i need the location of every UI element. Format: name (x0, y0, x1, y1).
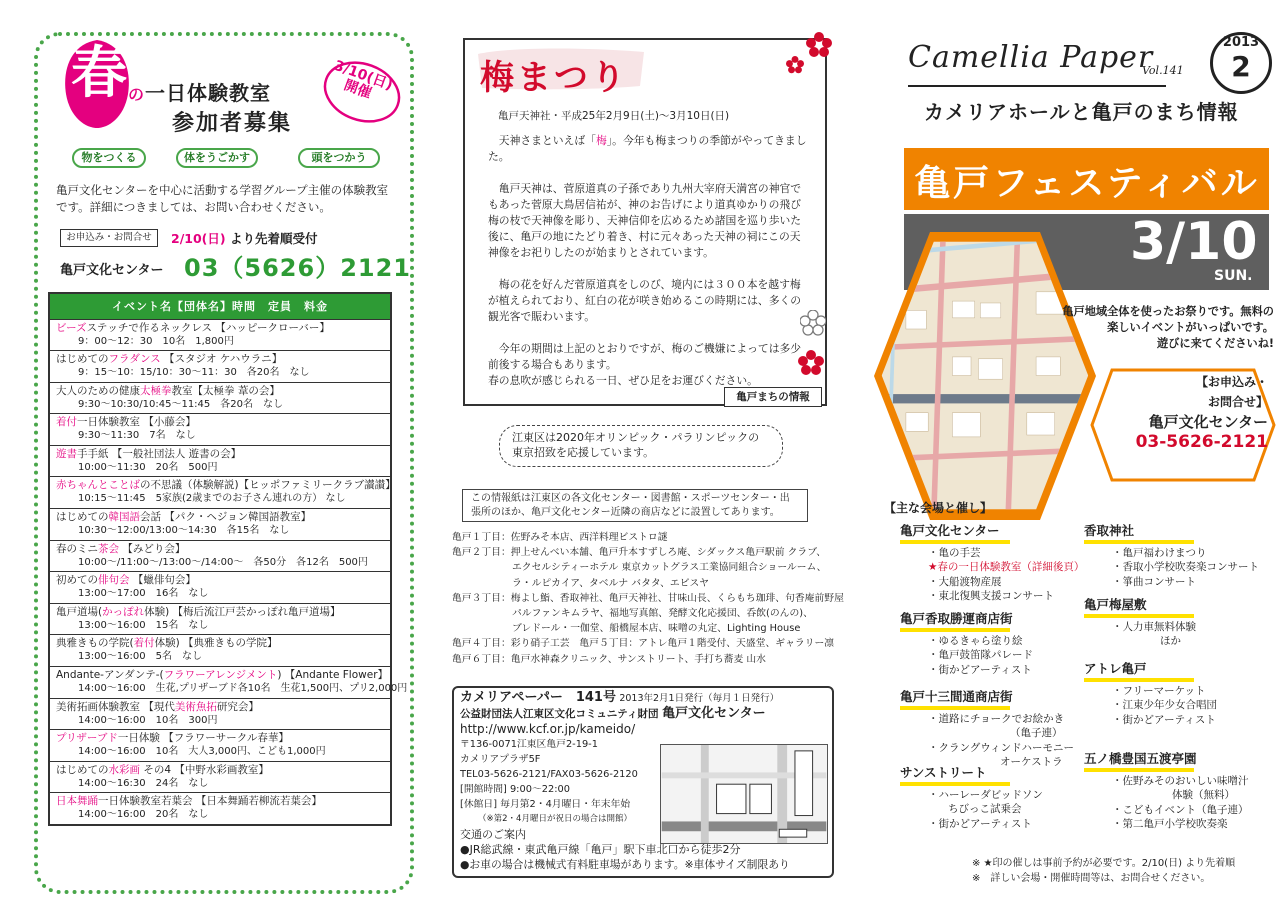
table-row (49, 572, 391, 604)
event-cell (49, 445, 391, 477)
masthead-title: Camellia Paper (908, 40, 1154, 75)
venue-umeyashiki: 亀戸梅屋敷 ・人力車無料体験 ほか (1084, 597, 1196, 648)
event-name: 典雅きもの学院(着付体験) 【典雅きもの学院】 (56, 637, 278, 650)
event-detail: 9:30～11:30 7名 なし (78, 430, 196, 442)
venue-jusankenmichi: 亀戸十三間通商店街 ・道路にチョークでお絵かき （亀子連） ・クラングウィンドハーモニー オーケストラ (900, 689, 1074, 768)
event-detail: 14:00～16:00 10名 300円 (78, 714, 218, 726)
venue-atre: アトレ亀戸 ・フリーマーケット ・江東少年少女合唱団 ・街かどアーティスト (1084, 661, 1217, 726)
festival-day: SUN. (1214, 268, 1253, 284)
event-cell (49, 667, 408, 699)
list-item: 亀戸２丁目：押上せんべい本舗、亀戸升本すずしろ庵、シダックス亀戸駅前 クラブ、 (452, 547, 827, 559)
event-cell (49, 698, 391, 730)
event-detail: 13:00～17:00 16名 なし (78, 588, 209, 600)
list-item: パルファンキムラヤ、福地写真館、発酵文化応援団、呑飲(のんの)、 (512, 608, 813, 620)
venues-title: 【主な会場と催し】 (884, 501, 993, 515)
table-header: イベント名【団体名】時間 定員 料金 (49, 293, 391, 319)
event-detail: 9:30～10:30/10:45～11:45 各20名 なし (78, 398, 284, 410)
event-detail: 14:00～16:00 10名 大人3,000円、こども1,000円 (78, 746, 326, 758)
pill-move: 体をうごかす (176, 148, 258, 168)
festival-map (870, 226, 1100, 526)
event-detail: 10:15～11:45 5家族(2歳までのお子さん連れの方） なし (78, 493, 346, 505)
ume-title: 梅まつり (480, 58, 628, 98)
access-train: ●JR総武線・東武亀戸線「亀戸」駅下車北口から徒歩2分 (460, 843, 741, 856)
event-cell (49, 382, 391, 414)
event-name: 遊書手手紙 【一般社団法人 遊書の会】 (56, 447, 242, 460)
distribution-note: この情報紙は江東区の各文化センター・図書館・スポーツセンター・出張所のほか、亀戸文化センター近隣の商店などに設置してあります。 (462, 489, 808, 522)
event-detail: 9：15～10：15/10：30～11：30 各20名 なし (78, 367, 310, 379)
table-row (49, 414, 391, 446)
festival-date: 3/10 (1130, 212, 1258, 272)
haru-character: 春 (71, 41, 127, 106)
pill-think: 頭をつかう (298, 148, 380, 168)
opening-hours: [開館時間] 9:00～22:00 (460, 784, 570, 795)
paper-date: 2013年2月1日発行（毎月１日発行） (619, 693, 780, 704)
event-detail: 10:00～11:30 20名 500円 (78, 461, 218, 473)
workshop-intro: 亀戸文化センターを中心に活動する学習グループ主催の体験教室です。詳細につきましては、お問い合わせください。 (56, 183, 389, 214)
event-detail: 14:00～16:00 生花,プリザーブド各10名 生花1,500円、プリ2,000円 (78, 683, 408, 695)
list-item: 亀戸１丁目：佐野みそ本店、西洋料理ビストロ謎 (452, 532, 668, 543)
apply-date: 2/10(日) より先着順受付 (171, 231, 318, 246)
event-detail: 14:00～16:00 20名 なし (78, 809, 209, 821)
event-cell (49, 540, 391, 572)
publisher-center: 亀戸文化センター (662, 706, 766, 721)
center-phone: 03（5626）2121 (184, 254, 411, 282)
workshop-title-line2: 参加者募集 (172, 111, 293, 136)
event-name: 着付一日体験教室 【小藤会】 (56, 416, 196, 429)
table-row (49, 445, 391, 477)
table-row (49, 761, 391, 793)
ume-para-2: 亀戸天神は、菅原道真の子孫であり九州大宰府天満宮の神官でもあった菅原大鳥居信祐が、神のお告げにより道真ゆかりの飛び梅の枝で天神像を彫り、天神信仰を広めるため諸国を巡り歩いた後に、亀戸の地にたどり着き、村に元々あった天神の祠にこの天神像をお祀りしたのが始まりとされています。 (488, 182, 802, 259)
issue-number: 2 (1231, 50, 1251, 83)
event-name: 赤ちゃんとことばの不思議（体験解説)【ヒッポファミリークラブ讃讃】 (56, 479, 396, 492)
ume-para-3: 梅の花を好んだ菅原道真をしのび、境内には３００本を越す梅が植えられており、紅白の花が咲き始めるこの時期には、多くの観光客で賑わいます。 (488, 278, 802, 323)
masthead-subtitle: カメリアホールと亀戸のまち情報 (924, 100, 1239, 124)
contact-tel: 03-5626-2121 (1135, 432, 1268, 452)
issue-year: 2013 (1222, 35, 1260, 50)
plum-blossom-icon (806, 32, 832, 58)
table-row (49, 351, 391, 383)
contact-org: 亀戸文化センター (1148, 413, 1268, 431)
ume-para-5: 春の息吹が感じられる一日、ぜひ足をお運びください。 (488, 374, 758, 387)
table-row (49, 509, 391, 541)
workshop-title-line1: の一日体験教室 (128, 81, 272, 105)
event-detail: 13:00～16:00 5名 なし (78, 651, 202, 663)
event-table (48, 292, 408, 826)
table-row (49, 540, 391, 572)
event-detail: 13:00～16:00 15名 なし (78, 619, 209, 631)
event-cell (49, 603, 391, 635)
paper-name: カメリアペーパー 141号 (460, 690, 616, 705)
festival-copy: 亀戸地域全体を使ったお祭りです。無料の 楽しいイベントがいっぱいです。 遊びに来てくださいね! (1062, 305, 1274, 350)
venue-katori-shrine: 香取神社 ・亀戸福わけまつり ・香取小学校吹奏楽コンサート ・箏曲コンサート (1084, 523, 1259, 588)
event-detail: 9：00～12：30 10名 1,800円 (78, 335, 234, 347)
address-line-1: 〒136-0071江東区亀戸2-19-1 (460, 739, 598, 750)
venue-goshobashi: 五ノ橋豊国五渡亭園 ・佐野みそのおいしい味噌汁 体験（無料） ・こどもイベント（亀子連） ・第二亀戸小学校吹奏楽 (1084, 751, 1249, 830)
event-name: 大人のための健康太極拳教室【太極拳 葦の会】 (56, 384, 280, 397)
venue-kameido-center: 亀戸文化センター ・亀の手芸 ★春の一日体験教室（詳細後頁） ・大船渡物産展 ・東北復興支援コンサート (900, 523, 1085, 602)
event-name: はじめてのフラダンス 【スタジオ ケハウラニ】 (56, 353, 283, 366)
list-item: エクセルシティーホテル 東京カットグラス工業協同組合ショールーム、 (512, 562, 827, 574)
festival-title: 亀戸フェスティバル (914, 163, 1260, 204)
list-item: 亀戸４丁目：彩り硝子工芸 亀戸５丁目：アトレ亀戸１階受付、天盛堂、ギャラリー凛 (452, 638, 835, 650)
event-name: 初めての俳句会 【蠟俳句会】 (56, 574, 196, 587)
event-name: 春のミニ茶会 【みどり会】 (56, 542, 186, 555)
event-cell (49, 793, 391, 825)
event-cell (49, 761, 391, 793)
website-link[interactable]: http://www.kcf.or.jp/kameido/ (460, 722, 636, 736)
event-name: プリザーブド一日体験 【フラワーサークル春華】 (56, 732, 289, 745)
pill-make: 物をつくる (72, 148, 146, 168)
table-row (49, 730, 391, 762)
event-name: 日本舞踊一日体験教室若葉会 【日本舞踊若柳流若葉会】 (56, 795, 322, 808)
olympic-support: 江東区は2020年オリンピック・パラリンピックの東京招致を応援しています。 (499, 425, 783, 467)
event-detail: 10:30～12:00/13:00～14:30 各15名 なし (78, 525, 290, 537)
event-cell (49, 730, 391, 762)
event-cell (49, 509, 391, 541)
address-line-2: カメリアプラザ5F (460, 754, 541, 765)
list-item: 亀戸３丁目：梅よし鮨、香取神社、亀戸天神社、甘味山長、くらもち珈琲、句香庵前野屋 (452, 592, 844, 604)
footnotes: ※ ★印の催しは事前予約が必要です。2/10(日) より先着順 ※ 詳しい会場・開催時間等は、お問合せください。 (972, 858, 1236, 884)
contact-info: 【お申込み・ お問合せ】 亀戸文化センター 03-5626-2121 (1108, 372, 1268, 452)
closed-note: （※第2・4月曜日が祝日の場合は開館） (478, 814, 632, 824)
event-detail: 10:00～/11:00～/13:00～/14:00～ 各50分 各12名 500円 (78, 556, 368, 568)
access-map (660, 744, 828, 844)
table-row (49, 603, 391, 635)
event-name: 美術拓画体験教室 【現代美術魚拓研究会】 (56, 700, 259, 713)
table-row (49, 698, 391, 730)
event-name: はじめての韓国語会話 【パク・ヘジョン韓国語教室】 (56, 511, 312, 524)
event-cell (49, 477, 396, 509)
apply-label: お申込み・お問合せ (60, 229, 158, 247)
event-name: Andante-アンダンテ-(フラワーアレンジメント) 【Andante Flower】 (56, 669, 389, 682)
distribution-list (452, 530, 848, 667)
venue-sunstreet: サンストリート ・ハーレーダビッドソン ちびっこ試乗会 ・街かどアーティスト (900, 765, 1043, 830)
masthead-rule (908, 85, 1166, 87)
event-cell (49, 319, 391, 351)
event-name: はじめての水彩画 その4 【中野水彩画教室】 (56, 763, 269, 776)
event-cell (49, 572, 391, 604)
ume-para-4: 今年の期間は上記のとおりですが、梅のご機嫌によっては多少前後する場合もあります。 (488, 342, 802, 371)
masthead-volume: Vol.141 (1142, 64, 1184, 77)
table-row (49, 667, 391, 699)
ume-badge: 亀戸まちの情報 (724, 387, 822, 407)
ume-article (488, 133, 810, 389)
access-car: ●お車の場合は機械式有料駐車場があります。※車体サイズ制限あり (460, 858, 790, 871)
tel-fax: TEL03-5626-2121/FAX03-5626-2120 (460, 769, 638, 780)
event-cell (49, 351, 391, 383)
date-badge: 3/10(日)開催 (331, 57, 395, 102)
event-detail: 14:00～16:30 24名 なし (78, 777, 209, 789)
list-item: 亀戸６丁目：亀戸水神森クリニック、サンストリート、手打ち蕎麦 山水 (452, 653, 766, 665)
list-item: ラ・ルピカイア、タベルナ バタタ、エビスヤ (512, 577, 709, 589)
event-cell (49, 414, 391, 446)
table-row (49, 793, 391, 825)
publisher: 公益財団法人江東区文化コミュニティ財団 (460, 708, 659, 720)
closed-days: [休館日] 毎月第2・4月曜日・年末年始 (460, 799, 631, 810)
center-name: 亀戸文化センター (60, 263, 164, 278)
access-title: 交通のご案内 (460, 828, 526, 841)
list-item: ブレドール・一伽堂、船橋屋本店、味噌の丸定、Lighting House (512, 623, 801, 635)
ume-subtitle: 亀戸天神社・平成25年2月9日(土)～3月10日(日) (498, 110, 730, 122)
event-name: 亀戸道場(かっぽれ体験) 【梅后流江戸芸かっぽれ亀戸道場】 (56, 605, 341, 618)
plum-blossom-icon (786, 56, 804, 74)
table-row (49, 319, 391, 351)
ume-para-1: 天神さまといえば「梅」。今年も梅まつりの季節がやってきました。 (488, 134, 807, 163)
table-row (49, 382, 391, 414)
table-row (49, 477, 391, 509)
table-row (49, 635, 391, 667)
venue-katori-street: 亀戸香取勝運商店街 ・ゆるきゃら塗り絵 ・亀戸鼓笛隊パレード ・街かどアーティスト (900, 611, 1033, 676)
event-cell (49, 635, 391, 667)
event-name: ビーズステッチで作るネックレス 【ハッピークローバー】 (56, 321, 330, 334)
